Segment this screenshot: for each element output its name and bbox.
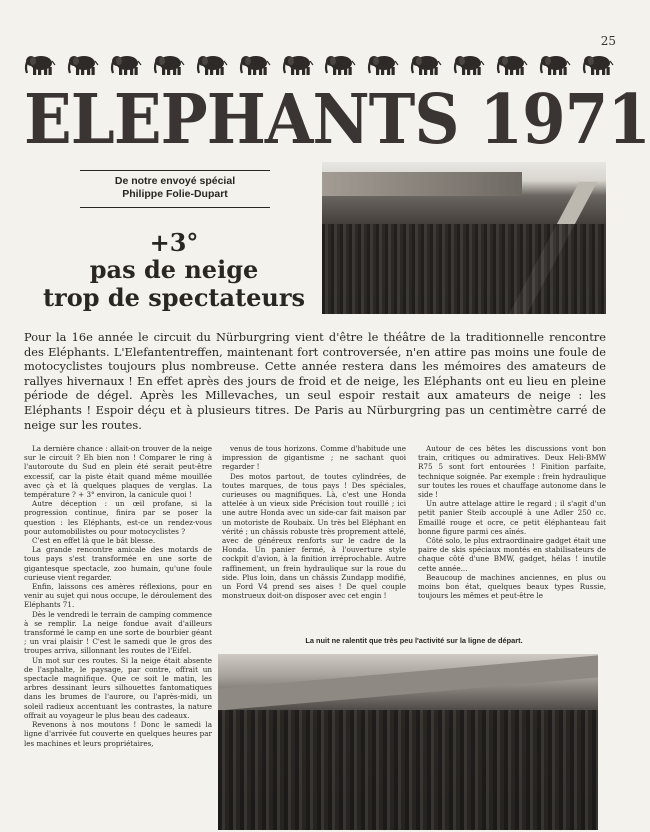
subheadline [28, 230, 320, 312]
byline-line1: De notre envoyé spécial [114, 175, 236, 187]
elephant-icon [24, 52, 56, 76]
paragraph: C'est en effet là que le bât blesse. [32, 536, 156, 546]
lede-paragraph: Pour la 16e année le circuit du Nürburgring vient d'être le théâtre de la traditionnelle rencontre des Eléphants. L'Elefantentreffen, maintenant fort controversée, n'en attire pas moins une foule de motocyclistes toujours plus nombreuse. Cette année restera dans les mémoires des amateurs de rallyes hivernaux ! En effet après des jours de froid et de neige, les Eléphants ont eu lieu en pleine période de dégel. Après les Millevaches, un seul espoir restait aux amateurs de neige : les Eléphants ! Espoir déçu et à plusieurs titres. De Paris au Nürburgring pas un centimètre carré de neige sur les routes. [24, 330, 606, 432]
elephant-icon [282, 52, 314, 76]
page-number: 25 [600, 34, 616, 48]
paragraph: Un mot sur ces routes. Si la neige était absente de l'asphalte, le paysage, par contre, offrait un spectacle magnifique. Que ce soit le matin, les arbres dessinant leurs silhouettes fantomatiques dans les brumes de l'aurore, ou l'après-midi, un soleil radieux accentuant les contrastes, la nature offrait au voyageur le plus beau des cadeaux. [24, 655, 212, 720]
article-column-3 [418, 444, 606, 602]
photo-grandstand [322, 172, 522, 196]
paragraph: Un autre attelage attire le regard ; il s'agit d'un petit panier Steib accouplé à une Adler 250 cc. Emaillé rouge et ocre, ce petit éléphanteau fait bonne figure parmi ces aînés. [418, 499, 606, 536]
elephant-icon [410, 52, 442, 76]
paragraph: Côté solo, le plus extraordinaire gadget était une paire de skis spéciaux montés en stabilisateurs de chaque côté d'une BMW, gadget, hélas ! inutile cette année... [418, 536, 606, 573]
photo-crowd [322, 224, 606, 314]
elephant-icon [324, 52, 356, 76]
elephant-icon [153, 52, 185, 76]
page-title: ELEPHANTS 1971 [24, 80, 650, 160]
elephant-icon [582, 52, 614, 76]
elephant-icon-row [24, 52, 614, 78]
photo-circuit-crowd [322, 162, 606, 314]
article-column-2 [222, 444, 406, 602]
paragraph: Autour de ces bêtes les discussions vont bon train, critiques ou admiratives. Deux Heli-BMW R75 5 sont fort entourées ! Finition parfaite, technique soignée. Par exemple : frein hydraulique sur toutes les roues et chauffage autonome dans le side ! [418, 444, 606, 500]
subhead-temperature: +3° [149, 228, 199, 257]
paragraph: venus de tous horizons. Comme d'habitude une impression de gigantisme ; ne sachant quoi regarder ! [222, 444, 406, 472]
photo-road [218, 654, 598, 712]
elephant-icon [67, 52, 99, 76]
elephant-icon [196, 52, 228, 76]
subhead-line3: trop de spectateurs [42, 283, 306, 312]
paragraph: La grande rencontre amicale des motards de tous pays s'est transformée en une sorte de gigantesque spectacle, zoo humain, qu'une foule curieuse vient regarder. [24, 545, 212, 582]
subhead-line2: pas de neige [89, 255, 259, 284]
photo-motorcycles [218, 710, 598, 830]
paragraph: Beaucoup de machines anciennes, en plus ou moins bon état, quelques beaux types Russie, toujours les mêmes et peut-être le [418, 572, 606, 601]
elephant-icon [539, 52, 571, 76]
elephant-icon [453, 52, 485, 76]
elephant-icon [367, 52, 399, 76]
paragraph: Autre déception : un œil profane, si la progression continue, finira par se poser la question : les Eléphants, est-ce un rendez-vous pour automobilistes ou pour motocyclistes ? [24, 499, 212, 536]
elephant-icon [110, 52, 142, 76]
paragraph: Revenons à nos moutons ! Donc le samedi la ligne d'arrivée fut couverte en quelques heures par les machines et leurs propriétaires, [24, 720, 212, 748]
paragraph: Dès le vendredi le terrain de camping commence à se remplir. La neige fondue avait d'ailleurs transformé le camp en une sorte de bourbier géant ; un vrai plaisir ! C'est le samedi que le gros des troupes arriva, sillonnant les routes de l'Eifel. [24, 609, 212, 656]
byline [80, 170, 270, 208]
photo-night-start-line [218, 654, 598, 830]
paragraph: Enfin, laissons ces amères réflexions, pour en venir au sujet qui nous occupe, le déroulement des Eléphants 71. [24, 582, 212, 610]
elephant-icon [496, 52, 528, 76]
paragraph: La dernière chance : allait-on trouver de la neige sur le circuit ? Eh bien non ! Comparer le ring à l'autoroute du Sud en plein été serait peut-être excessif, car la piste était quand même mouillée avec çà et là quelques plaques de verglas. La température ? + 3° environ, la canicule quoi ! [24, 444, 212, 500]
elephant-icon [239, 52, 271, 76]
photo-caption: La nuit ne ralentit que très peu l'activité sur la ligne de départ. [305, 636, 523, 645]
article-column-1 [24, 444, 212, 828]
paragraph: Des motos partout, de toutes cylindrées, de toutes marques, de tous pays ! Des spéciales, curieuses ou magnifiques. Là, c'est une Honda attelée à un vieux side Précision tout rouillé ; ici une autre Honda avec un side-car fait maison par un motoriste de Roubaix. Un très bel Eléphant en vérité ; un châssis robuste très proprement attelé, avec de généreux renforts sur le cadre de la Honda. Un panier fermé, à l'ouverture style cockpit d'avion, à la finition irréprochable. Autre raffinement, un frein hydraulique sur la roue du side. Plus loin, dans un châssis Zundapp modifié, un Ford V4 prend ses aises ! De quel couple monstrueux doit-on disposer avec cet engin ! [222, 471, 406, 601]
byline-author: Philippe Folie-Dupart [122, 188, 228, 200]
